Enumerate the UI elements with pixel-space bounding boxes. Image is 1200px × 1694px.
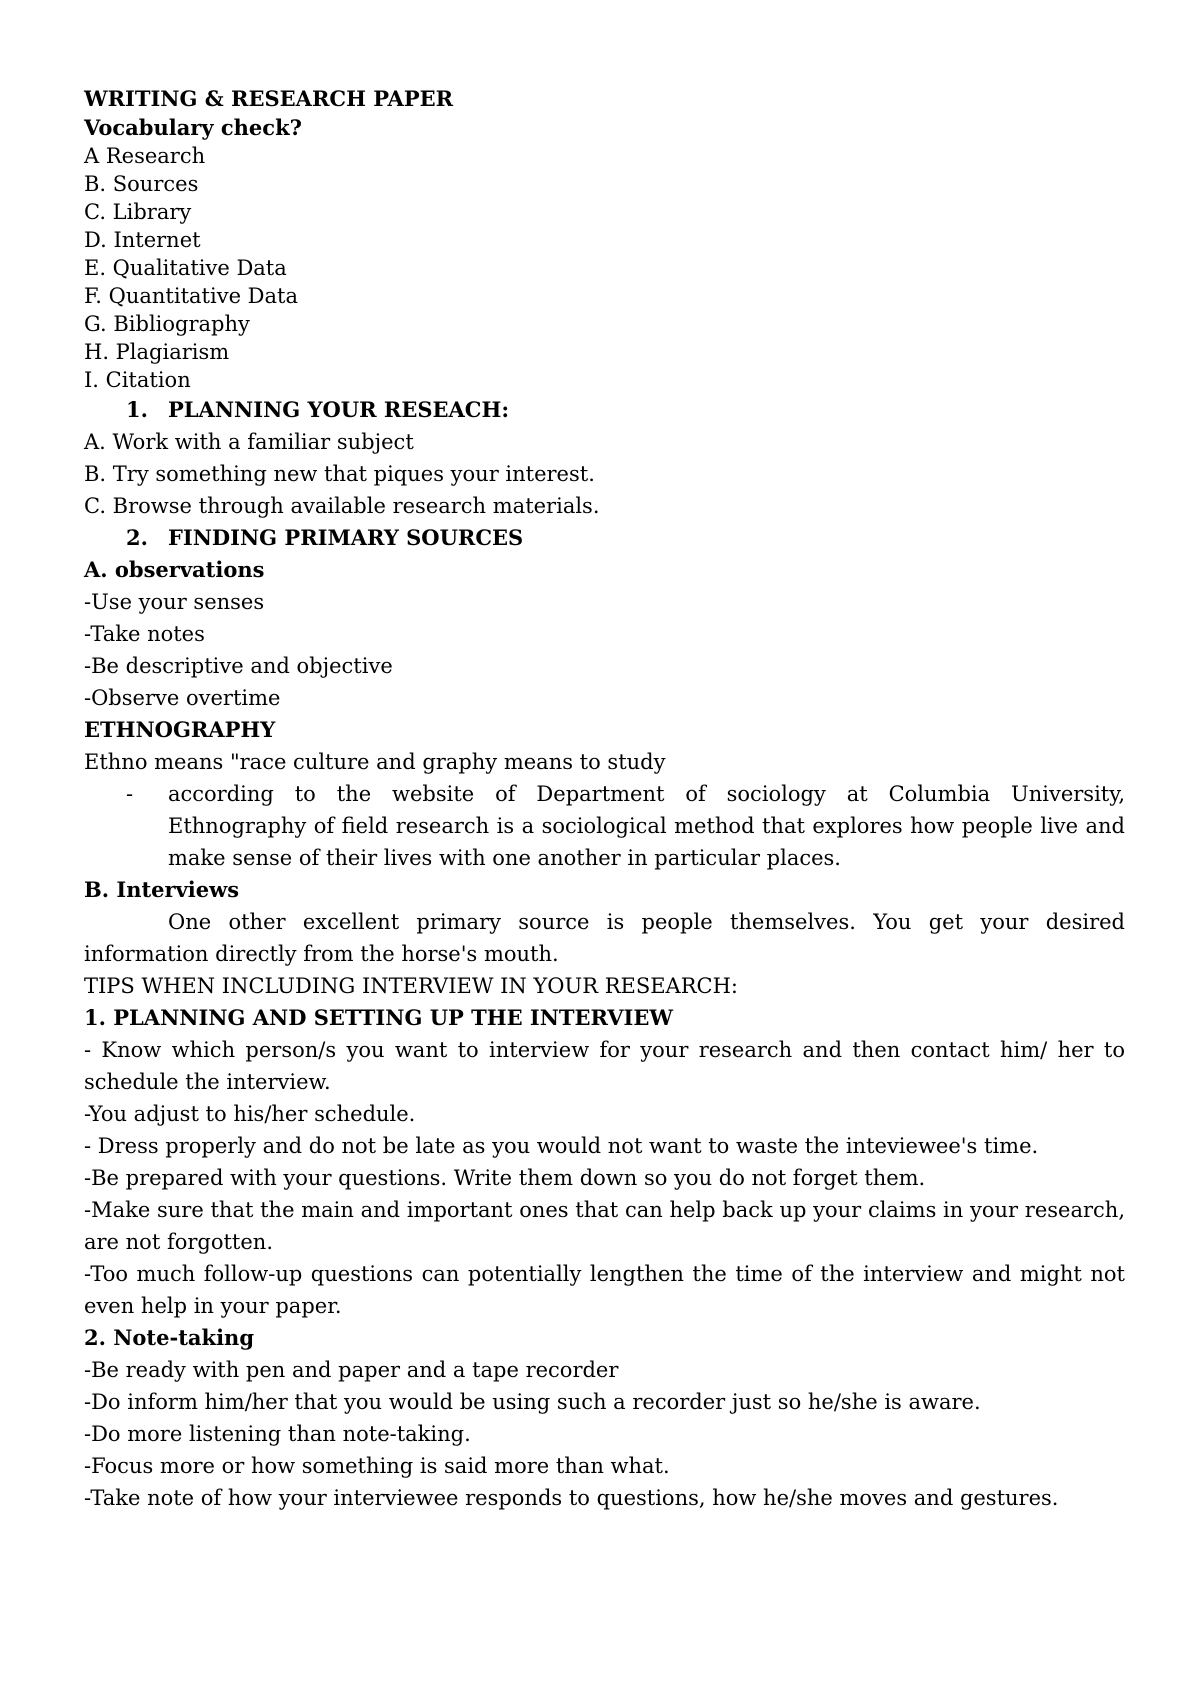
setup-heading: 1. PLANNING AND SETTING UP THE INTERVIEW: [84, 1005, 673, 1030]
observation-item: -Be descriptive and objective: [84, 654, 393, 678]
section-title: PLANNING YOUR RESEACH:: [168, 397, 510, 422]
vocab-item: I. Citation: [84, 368, 191, 392]
vocab-item: E. Qualitative Data: [84, 256, 287, 280]
planning-item: C. Browse through available research materials.: [84, 494, 600, 518]
vocab-item: A Research: [84, 144, 206, 168]
vocab-item: B. Sources: [84, 172, 199, 196]
setup-item: -Be prepared with your questions. Write them down so you do not forget them.: [84, 1166, 926, 1190]
setup-item: -Too much follow-up questions can potentially lengthen the time of the interview and might not even help in your paper.: [84, 1262, 1125, 1318]
observation-item: -Observe overtime: [84, 686, 281, 710]
ethnography-definition: Ethno means "race culture and graphy means to study: [84, 750, 666, 774]
section-number: 1.: [126, 397, 148, 422]
vocab-item: G. Bibliography: [84, 312, 250, 336]
ethnography-heading: ETHNOGRAPHY: [84, 717, 276, 742]
vocab-item: F. Quantitative Data: [84, 284, 298, 308]
section-heading-primary-sources: [84, 522, 1125, 554]
notetaking-item: -Be ready with pen and paper and a tape recorder: [84, 1358, 619, 1382]
notetaking-item: -Do inform him/her that you would be using such a recorder just so he/she is aware.: [84, 1390, 981, 1414]
setup-item: - Know which person/s you want to interview for your research and then contact him/ her to schedule the interview.: [84, 1038, 1125, 1094]
ethnography-bullet-text: according to the website of Department of sociology at Columbia University, Ethnography of field research is a sociological method that explores how people live and make sense of their lives with one another in particular places.: [168, 782, 1125, 870]
interviews-heading: B. Interviews: [84, 877, 240, 902]
notetaking-item: -Do more listening than note-taking.: [84, 1422, 471, 1446]
section-number: 2.: [126, 525, 148, 550]
vocab-item: H. Plagiarism: [84, 340, 230, 364]
planning-item: B. Try something new that piques your interest.: [84, 462, 595, 486]
planning-item: A. Work with a familiar subject: [84, 430, 414, 454]
ethnography-bullet: [84, 778, 1125, 874]
section-heading-planning: [84, 394, 1125, 426]
bullet-dash: -: [126, 782, 134, 806]
notetaking-heading: 2. Note-taking: [84, 1325, 254, 1350]
tips-heading: TIPS WHEN INCLUDING INTERVIEW IN YOUR RESEARCH:: [84, 974, 738, 998]
notetaking-item: -Focus more or how something is said more than what.: [84, 1454, 670, 1478]
observations-heading: A. observations: [84, 557, 265, 582]
section-title: FINDING PRIMARY SOURCES: [168, 525, 524, 550]
observation-item: -Use your senses: [84, 590, 265, 614]
setup-item: - Dress properly and do not be late as you would not want to waste the inteviewee's time.: [84, 1134, 1039, 1158]
vocab-item: C. Library: [84, 200, 192, 224]
vocab-item: D. Internet: [84, 228, 201, 252]
notetaking-item: -Take note of how your interviewee responds to questions, how he/she moves and gestures.: [84, 1486, 1059, 1510]
interviews-paragraph: One other excellent primary source is people themselves. You get your desired information directly from the horse's mouth.: [84, 910, 1125, 966]
document-title: WRITING & RESEARCH PAPER: [84, 86, 454, 111]
document-page: [84, 84, 1125, 1514]
setup-item: -You adjust to his/her schedule.: [84, 1102, 416, 1126]
observation-item: -Take notes: [84, 622, 205, 646]
setup-item: -Make sure that the main and important ones that can help back up your claims in your research, are not forgotten.: [84, 1198, 1125, 1254]
vocab-heading: Vocabulary check?: [84, 115, 302, 140]
